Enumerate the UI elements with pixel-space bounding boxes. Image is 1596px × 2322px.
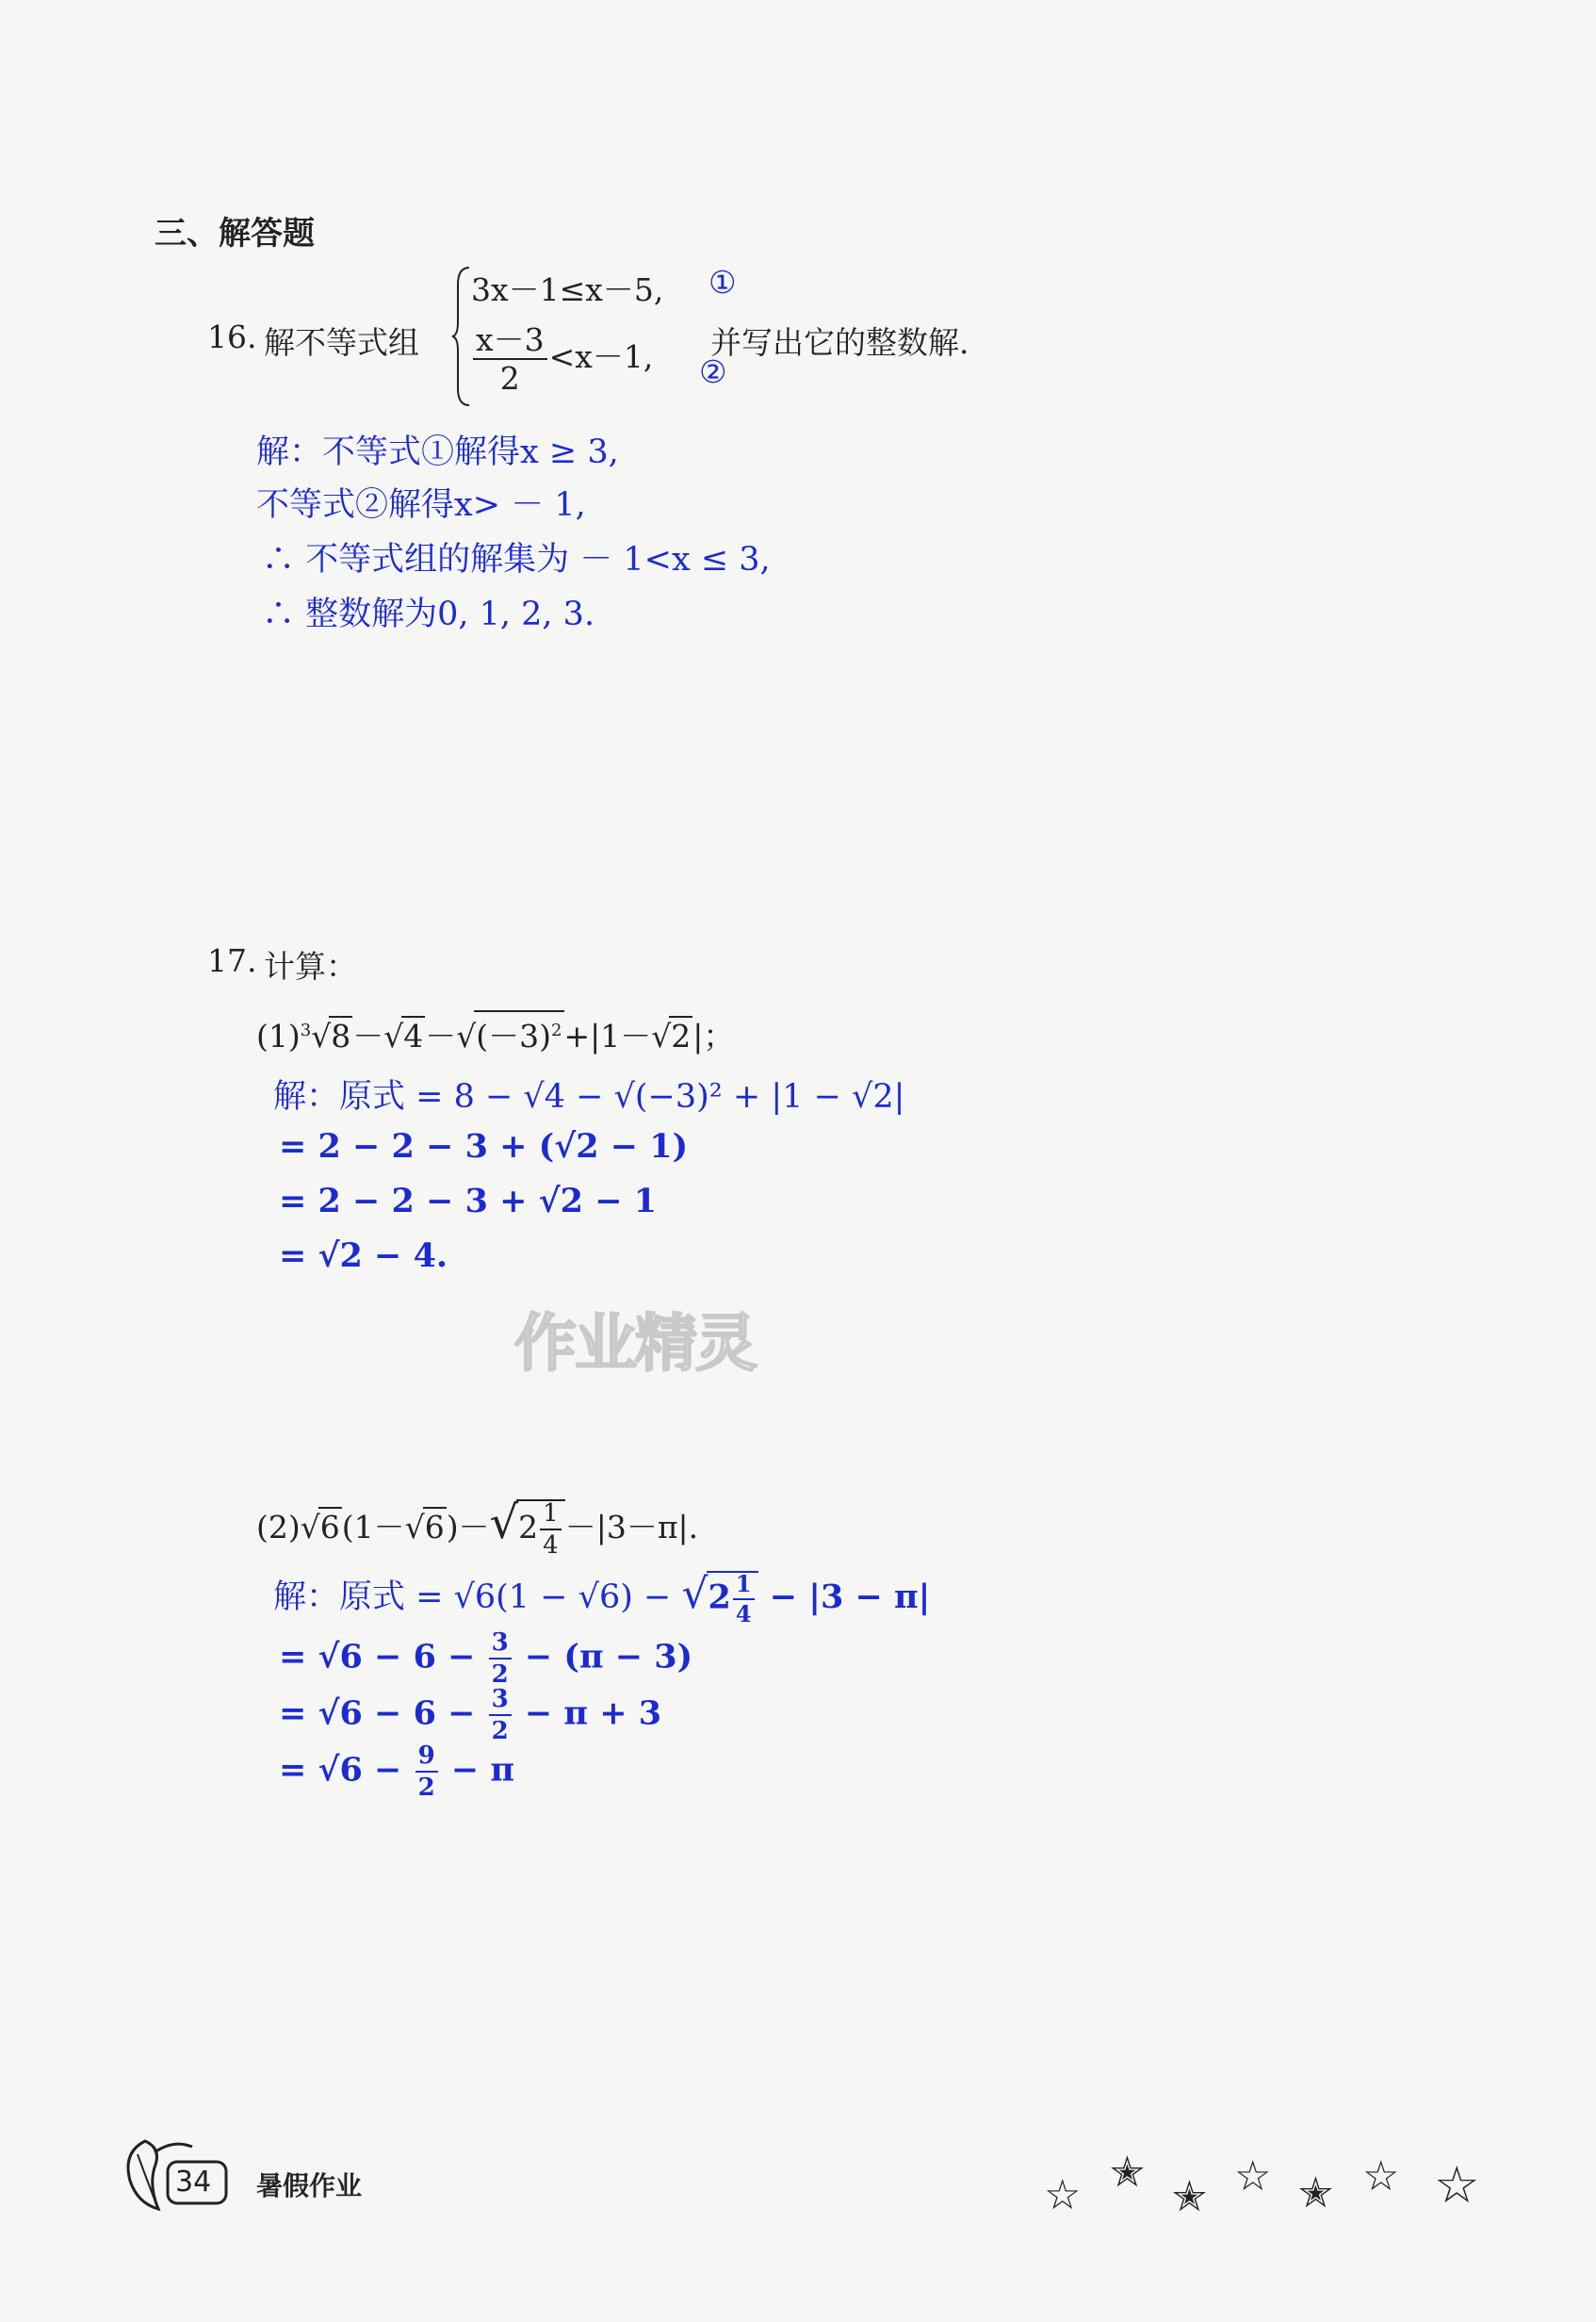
watermark: 作业精灵: [514, 1307, 756, 1380]
q17-p1-op2: －: [425, 1018, 457, 1055]
q17-p2-mixed-frac: [540, 1501, 562, 1558]
q16-tail: 并写出它的整数解.: [710, 324, 969, 361]
q17-p2-answer-mixed-frac: [733, 1569, 755, 1627]
q17-p1-op1: －: [352, 1018, 384, 1055]
star-filled-icon: ✭: [1110, 2149, 1145, 2197]
q16-fraction: [473, 321, 547, 397]
q17-p2-l4-frac: [415, 1743, 438, 1800]
q17-p2-answer-mixed-whole: 2: [708, 1578, 731, 1616]
q17-p1-label: (1): [256, 1018, 301, 1055]
q17-p2-l2-num: 3: [489, 1630, 512, 1660]
book-title: 暑假作业: [256, 2170, 363, 2201]
q17-p2-answer-lead: 解：原式 = √6(1 − √6) −: [273, 1578, 682, 1616]
q17-p1-exp: 2: [551, 1021, 562, 1040]
q16-circle2: ②: [699, 353, 727, 390]
radical-icon: √: [456, 1018, 477, 1055]
q17-p2-mixed-den: 4: [543, 1531, 559, 1560]
q17-p2-l4-num: 9: [415, 1743, 438, 1773]
q16-answer-line-4: ∴ 整数解为0, 1, 2, 3.: [262, 596, 595, 633]
q17-p2-answer-tail: − |3 − π|: [757, 1578, 931, 1616]
section-title: 三、解答题: [155, 215, 315, 253]
q16-line2: [471, 321, 654, 397]
q17-p1-answer-line-2: = 2 − 2 − 3 + (√2 − 1): [279, 1127, 689, 1166]
q17-p2-answer-line-3: [279, 1687, 661, 1743]
leaf-decoration-icon: [117, 2134, 230, 2213]
q17-p2-answer-mixed-num: 1: [733, 1573, 755, 1600]
q17-p1-answer-line-4: = √2 − 4.: [279, 1236, 448, 1275]
q17-p2-l3a: = √6 − 6 −: [279, 1693, 487, 1733]
q17-p2-label: (2): [256, 1509, 301, 1545]
star-outline-icon: ☆: [1044, 2171, 1082, 2219]
radical-icon: √: [300, 1509, 320, 1545]
star-filled-icon: ✭: [1298, 2169, 1333, 2217]
q17-p1-radicand-c: 4: [403, 1018, 424, 1055]
q17-p1-abs-open: +|1－: [563, 1018, 652, 1055]
q17-p2-l4-den: 2: [417, 1774, 435, 1802]
q16-brace: [450, 266, 473, 407]
q16-frac-num: x－3: [473, 324, 547, 360]
q17-p2-answer-line-4: [279, 1743, 514, 1800]
q17-p2-l4b: − π: [439, 1750, 514, 1790]
radical-icon: √: [489, 1496, 519, 1549]
q17-p2-radicand-6b: 6: [424, 1509, 445, 1545]
q17-p2-answer-line-2: [279, 1630, 692, 1687]
star-outline-icon: ☆: [1234, 2152, 1272, 2200]
q17-p2-paren: (1－: [341, 1509, 405, 1545]
radical-icon: √: [404, 1509, 425, 1545]
radical-icon: √: [311, 1018, 332, 1055]
q17-p2-mixed-whole: 2: [518, 1509, 539, 1545]
q17-p1-radicand-e: [474, 1010, 563, 1056]
q17-p1-base: (－3): [476, 1018, 552, 1055]
q17-p2-paren-close: )－: [446, 1509, 490, 1545]
q17-p2-radicand-6: 6: [319, 1509, 340, 1545]
q17-p1-radicand-a: 8: [331, 1018, 351, 1055]
q17-p1-expression: [256, 1010, 734, 1056]
radical-icon: √: [651, 1018, 672, 1055]
q17-p2-mixed: [516, 1499, 565, 1558]
q17-p2-l2-frac: [489, 1630, 512, 1687]
page-number: 34: [175, 2166, 212, 2199]
q17-p2-mixed-num: 1: [540, 1501, 562, 1530]
q16-answer-line-1: 解：不等式①解得x ≥ 3,: [256, 433, 619, 471]
q17-prompt: 计算：: [264, 948, 357, 985]
q16-line1: 3x－1≤x－5,: [471, 271, 664, 308]
q17-p2-l3b: − π + 3: [513, 1693, 662, 1733]
q17-p1-answer-line-1: 解：原式 = 8 − √4 − √(−3)² + |1 − √2|: [273, 1078, 905, 1116]
q16-answer-line-2: 不等式②解得x> － 1,: [256, 486, 586, 524]
q17-p1-answer-line-3: = 2 − 2 − 3 + √2 − 1: [279, 1182, 658, 1220]
q17-p2-answer-line-1: [273, 1570, 930, 1626]
q17-p1-abs-close: |；: [692, 1018, 735, 1055]
q17-p2-l3-den: 2: [491, 1717, 509, 1745]
radical-icon: √: [681, 1570, 708, 1618]
q17-p2-l2-den: 2: [491, 1660, 509, 1689]
q17-p2-answer-mixed: [707, 1571, 758, 1626]
q17-p1-cube-index: 3: [300, 1021, 312, 1040]
q17-p2-expression: [256, 1496, 698, 1558]
q16-frac-den: 2: [499, 360, 520, 397]
q16-answer-line-3: ∴ 不等式组的解集为 － 1<x ≤ 3,: [262, 541, 771, 579]
q16-circle1: ①: [708, 264, 737, 301]
q17-p2-abs: －|3－π|.: [564, 1509, 699, 1545]
q16-prompt: 解不等式组: [264, 324, 419, 361]
star-filled-icon: ✭: [1172, 2173, 1207, 2221]
star-outline-icon: ☆: [1434, 2155, 1480, 2215]
q17-p2-l2b: − (π − 3): [513, 1637, 693, 1676]
q17-p2-l3-frac: [489, 1687, 512, 1743]
star-outline-icon: ☆: [1362, 2152, 1400, 2200]
q16-line2-rest: <x－1,: [548, 338, 654, 375]
radical-icon: √: [383, 1018, 404, 1055]
q17-p1-radicand-h: 2: [671, 1018, 692, 1055]
q17-number: 17.: [207, 942, 257, 979]
q17-p2-l2a: = √6 − 6 −: [279, 1637, 487, 1676]
q17-p2-answer-mixed-den: 4: [735, 1599, 752, 1627]
q17-p2-l3-num: 3: [489, 1687, 512, 1716]
q16-number: 16.: [207, 319, 257, 355]
q17-p2-l4a: = √6 −: [279, 1750, 414, 1790]
